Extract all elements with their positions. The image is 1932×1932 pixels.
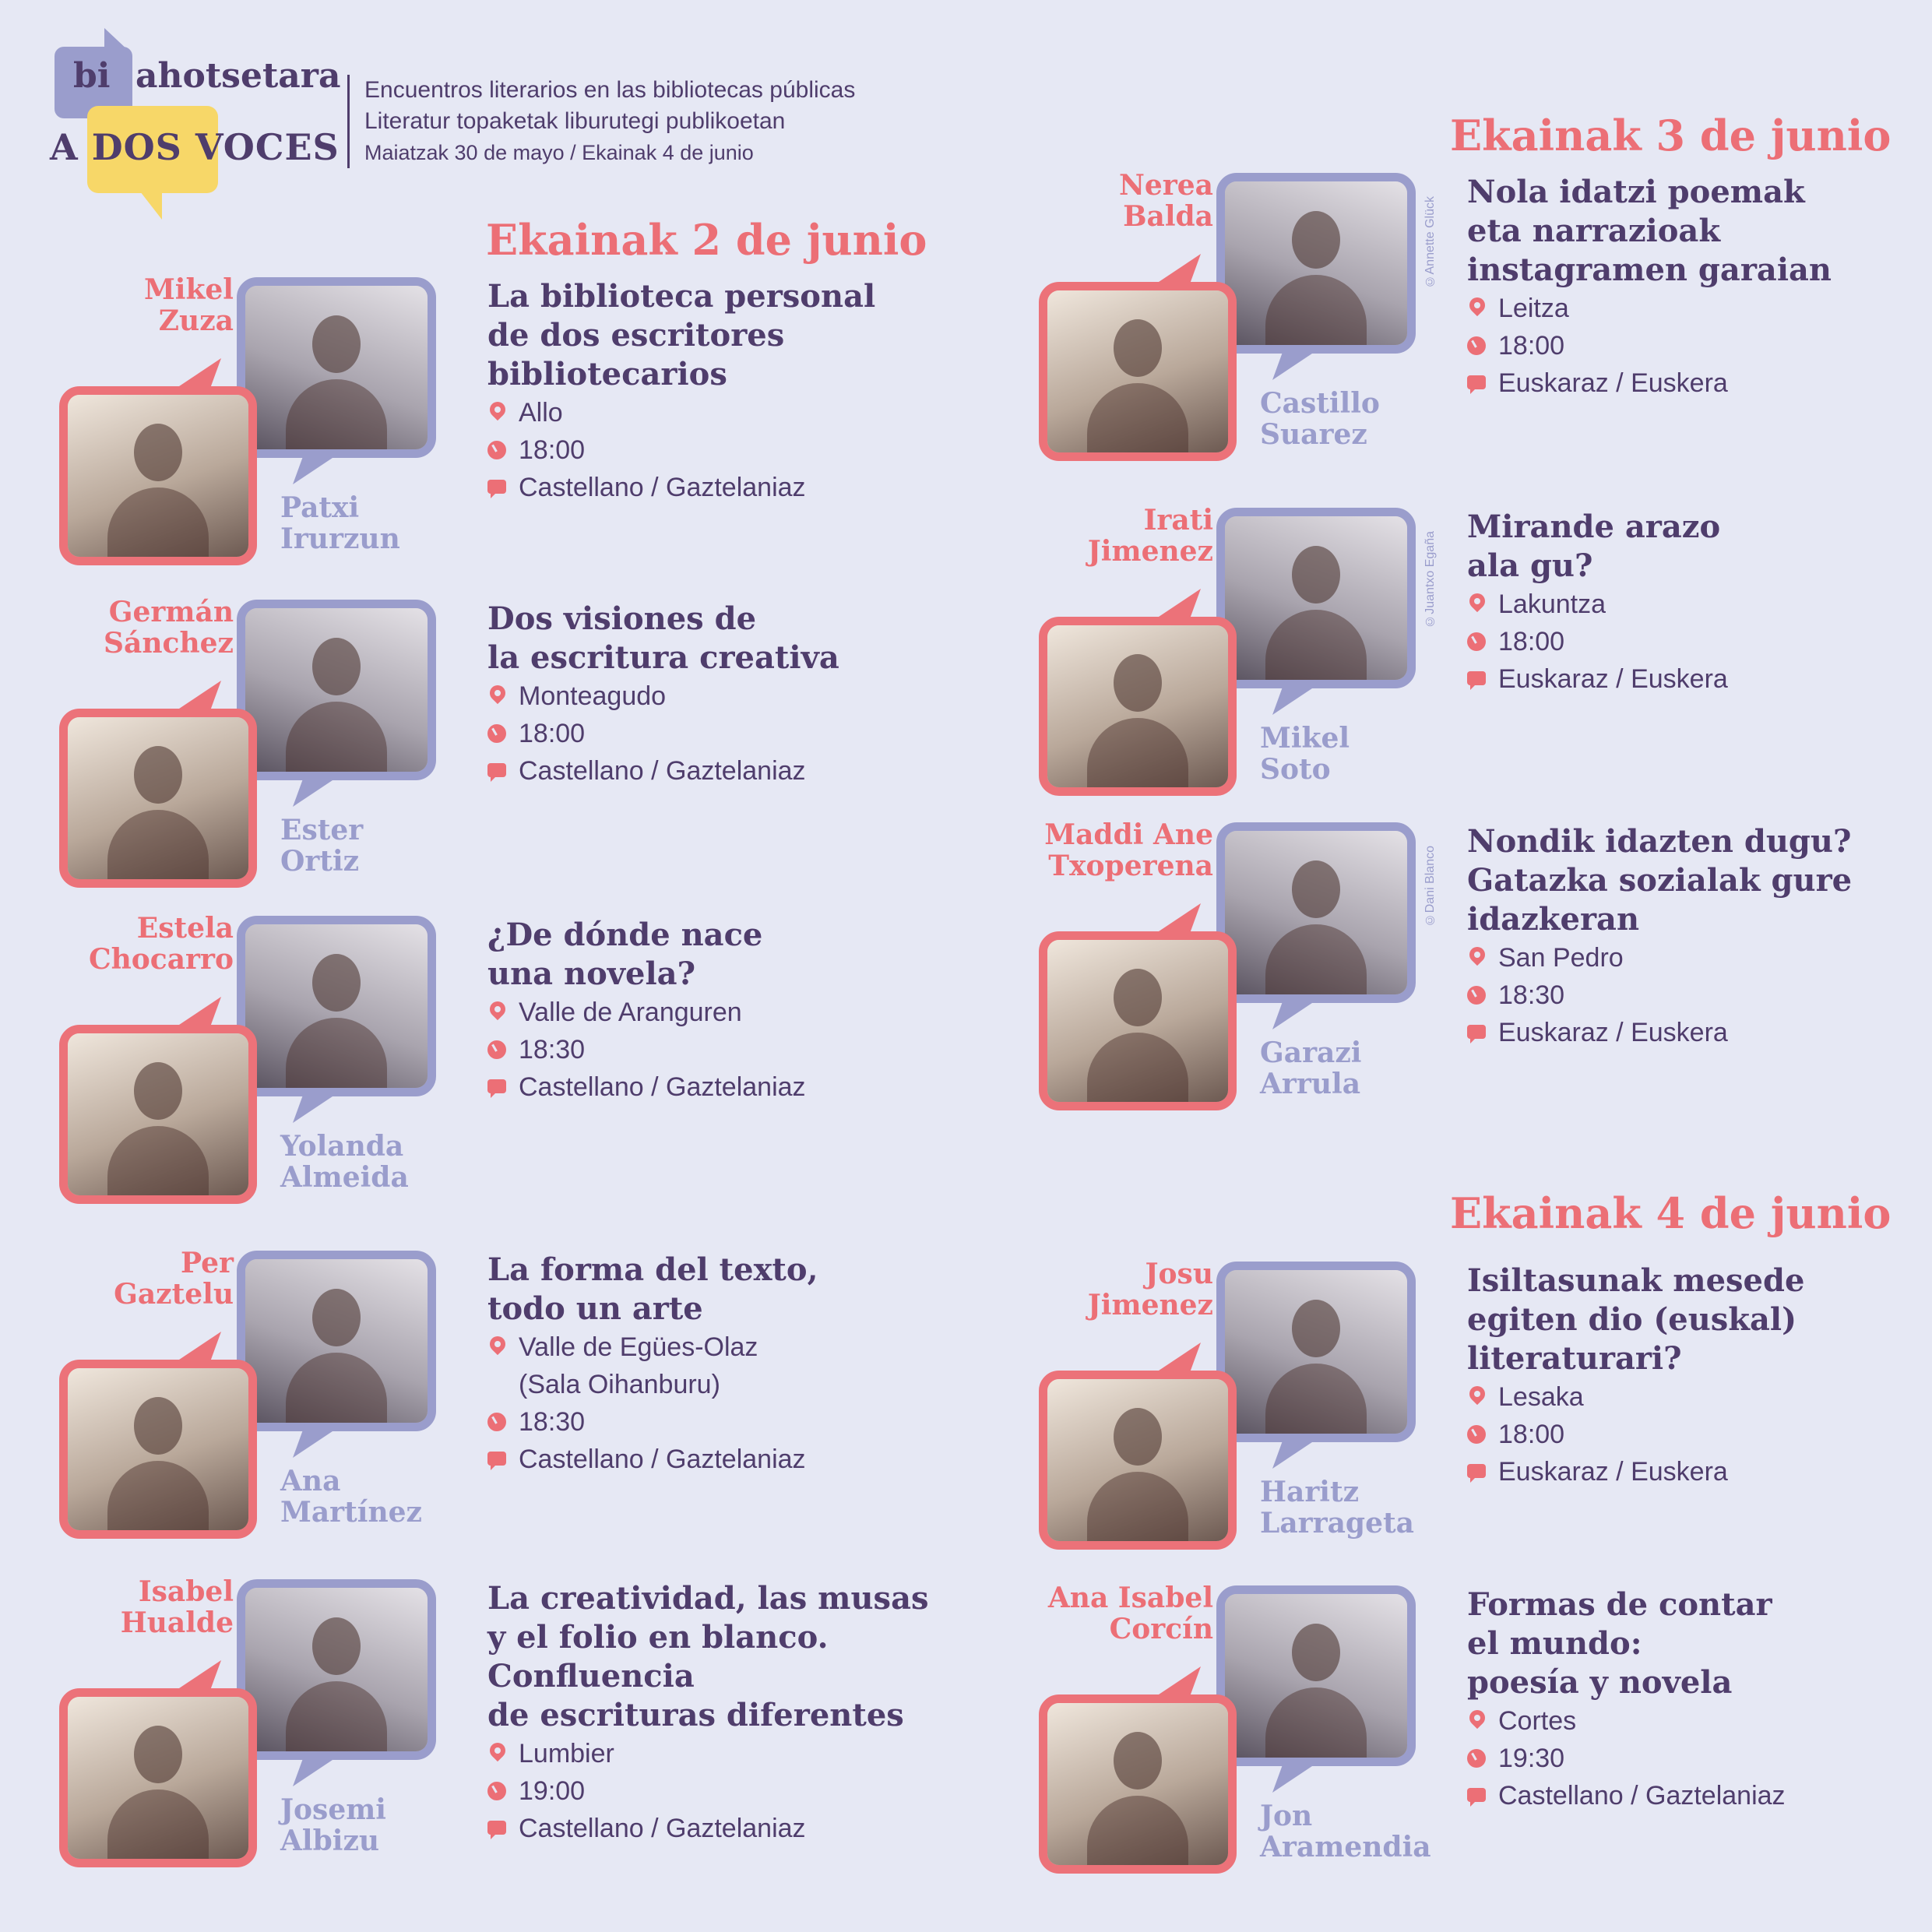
person-silhouette-icon (100, 1386, 216, 1519)
logo-ahotsetara: ahotsetara (135, 56, 341, 96)
clock-icon (1467, 336, 1486, 355)
location-pin-icon (487, 998, 509, 1020)
event-time: 18:30 (1467, 977, 1932, 1014)
event-time: 18:00 (1467, 327, 1932, 364)
location-pin-icon (1466, 294, 1488, 316)
date-heading-june-3: Ekainak 3 de junio (1450, 111, 1892, 160)
author-name-a: Estela Chocarro (88, 912, 234, 976)
event-info (1467, 508, 1932, 698)
person-silhouette-icon (100, 1051, 216, 1184)
author-name-b: Patxi Irurzun (280, 491, 400, 555)
event-language: Euskaraz / Euskera (1467, 1014, 1932, 1051)
event-time: 19:00 (487, 1772, 986, 1810)
event-title-line: una novela? (487, 955, 696, 992)
event-place (487, 677, 986, 715)
person-silhouette-icon (1258, 1289, 1374, 1421)
event-time: 18:00 (1467, 623, 1932, 660)
event-title-line: bibliotecarios (487, 356, 727, 392)
author-name-a: Ana Isabel Corcín (1047, 1582, 1213, 1645)
person-silhouette-icon (1079, 643, 1196, 776)
author-photo-a (59, 709, 257, 888)
author-photo-a (1039, 1371, 1237, 1550)
event-title (1467, 173, 1932, 290)
event-place-line: Allo (519, 398, 563, 428)
event-title-line: La biblioteca personal (487, 278, 876, 315)
event-place-line: Lumbier (519, 1739, 614, 1768)
clock-icon (1467, 1749, 1486, 1768)
logo-a-dos-voces: A DOS VOCES (50, 126, 340, 168)
logo-bubble-tail-yellow (140, 192, 162, 220)
event-place-line: Valle de Egües-Olaz (519, 1332, 758, 1362)
clock-icon (487, 1782, 506, 1800)
event-language: Castellano / Gaztelaniaz (487, 1810, 986, 1847)
event-info (1467, 822, 1932, 1051)
clock-icon (487, 724, 506, 743)
author-name-b: Ana Martínez (280, 1465, 422, 1529)
author-name-a: Germán Sánchez (104, 596, 234, 660)
event-time: 18:30 (487, 1031, 986, 1068)
event-language: Castellano / Gaztelaniaz (1467, 1777, 1932, 1814)
author-photo-b (237, 600, 436, 780)
event-language: Castellano / Gaztelaniaz (487, 1068, 986, 1106)
event-language: Euskaraz / Euskera (1467, 364, 1932, 402)
photo-credit: ©Annette Glück (1423, 196, 1437, 288)
event-title (487, 1579, 986, 1735)
event-title-line: Isiltasunak mesede (1467, 1262, 1805, 1299)
event-title-line: Gatazka sozialak gure (1467, 862, 1853, 899)
photo-credit: ©Juantxo Egaña (1423, 531, 1437, 628)
event-title-line: de escrituras diferentes (487, 1697, 904, 1733)
event-title-line: La creatividad, las musas (487, 1580, 929, 1617)
event-title-line: egiten dio (euskal) (1467, 1301, 1797, 1338)
speech-bubble-icon (1467, 375, 1486, 389)
location-pin-icon (1466, 590, 1488, 612)
author-photo-a (1039, 617, 1237, 796)
event-title-line: eta narrazioak (1467, 213, 1721, 249)
event-title (487, 1251, 986, 1328)
event-card (1039, 169, 1932, 484)
event-place (1467, 586, 1932, 623)
author-photo-a (1039, 1694, 1237, 1874)
author-name-a: Nerea Balda (1118, 169, 1213, 233)
author-name-a: Mikel Zuza (143, 273, 234, 337)
event-time: 18:30 (487, 1403, 986, 1441)
event-place-line: Monteagudo (519, 681, 667, 711)
author-name-b: Yolanda Almeida (280, 1130, 409, 1194)
event-title-line: La forma del texto, (487, 1251, 818, 1288)
event-info (1467, 1585, 1932, 1814)
event-card (1039, 1582, 1932, 1897)
event-info (487, 916, 986, 1106)
author-name-b: Jon Aramendia (1260, 1800, 1431, 1863)
person-silhouette-icon (1258, 535, 1374, 667)
event-title-line: de dos escritores (487, 317, 785, 354)
location-pin-icon (1466, 944, 1488, 966)
event-title (487, 277, 986, 394)
event-card (59, 273, 994, 589)
event-card (1039, 504, 1932, 819)
event-place (1467, 939, 1932, 977)
event-title-line: instagramen garaian (1467, 252, 1832, 288)
event-title-line: ala gu? (1467, 547, 1593, 584)
person-silhouette-icon (278, 304, 395, 437)
author-photo-b (1216, 822, 1416, 1003)
event-info (487, 1251, 986, 1478)
event-title-line: todo un arte (487, 1290, 703, 1327)
event-language: Euskaraz / Euskera (1467, 1453, 1932, 1490)
author-photo-b (1216, 1585, 1416, 1766)
author-photo-a (59, 1025, 257, 1204)
event-card (59, 912, 994, 1227)
event-place-line: Leitza (1498, 294, 1569, 323)
event-time: 18:00 (487, 431, 986, 469)
author-photo-a (59, 1688, 257, 1867)
event-info (487, 277, 986, 506)
person-silhouette-icon (1079, 308, 1196, 441)
location-pin-icon (487, 682, 509, 704)
event-card (1039, 1258, 1932, 1573)
author-name-a: Irati Jimenez (1087, 504, 1213, 568)
person-silhouette-icon (278, 627, 395, 759)
event-title-line: el mundo: (1467, 1625, 1642, 1662)
event-language: Castellano / Gaztelaniaz (487, 469, 986, 506)
event-title (487, 916, 986, 994)
event-title-line: Dos visiones de (487, 600, 757, 637)
clock-icon (1467, 1425, 1486, 1444)
event-title-line: literaturari? (1467, 1340, 1682, 1377)
author-name-b: Garazi Arrula (1260, 1036, 1362, 1100)
speech-bubble-icon (1467, 1788, 1486, 1802)
event-info (1467, 173, 1932, 402)
speech-bubble-icon (1467, 1464, 1486, 1478)
author-photo-b (237, 1251, 436, 1431)
event-title-line: idazkeran (1467, 901, 1640, 938)
location-pin-icon (1466, 1707, 1488, 1729)
event-title-line: Nola idatzi poemak (1467, 174, 1805, 210)
logo-bi: bi (73, 56, 111, 96)
event-title (1467, 508, 1932, 586)
author-photo-b (237, 916, 436, 1096)
location-pin-icon (487, 399, 509, 421)
event-time: 18:00 (487, 715, 986, 752)
author-name-b: Castillo Suarez (1260, 387, 1380, 451)
author-name-a: Josu Jimenez (1087, 1258, 1213, 1321)
person-silhouette-icon (100, 735, 216, 867)
event-language: Castellano / Gaztelaniaz (487, 1441, 986, 1478)
person-silhouette-icon (100, 1715, 216, 1847)
person-silhouette-icon (100, 413, 216, 545)
speech-bubble-icon (1467, 671, 1486, 685)
speech-bubble-icon (487, 1821, 506, 1835)
author-photo-a (59, 386, 257, 565)
clock-icon (487, 1040, 506, 1059)
event-language: Castellano / Gaztelaniaz (487, 752, 986, 790)
event-title-line: Nondik idazten dugu? (1467, 823, 1852, 860)
speech-bubble-icon (487, 763, 506, 777)
person-silhouette-icon (278, 1606, 395, 1739)
event-title-line: y el folio en blanco. (487, 1619, 829, 1656)
author-photo-a (1039, 282, 1237, 461)
clock-icon (1467, 632, 1486, 651)
speech-bubble-icon (487, 1079, 506, 1093)
event-title-line: Mirande arazo (1467, 509, 1721, 545)
event-place-line: Valle de Aranguren (519, 998, 742, 1027)
person-silhouette-icon (278, 943, 395, 1075)
event-place-line: Cortes (1498, 1706, 1577, 1736)
person-silhouette-icon (1258, 200, 1374, 333)
photo-credit: ©Dani Blanco (1423, 846, 1437, 927)
author-name-b: Mikel Soto (1260, 722, 1350, 786)
author-photo-b (237, 1579, 436, 1760)
event-time: 19:30 (1467, 1740, 1932, 1777)
author-photo-b (237, 277, 436, 458)
event-place-line: San Pedro (1498, 943, 1624, 973)
speech-bubble-icon (487, 480, 506, 494)
header-line-3: Maiatzak 30 de mayo / Ekainak 4 de junio (364, 141, 754, 164)
clock-icon (1467, 986, 1486, 1005)
event-title-line: ¿De dónde nace (487, 917, 763, 953)
event-title (1467, 1585, 1932, 1702)
event-title-line: la escritura creativa (487, 639, 839, 676)
event-place (487, 1735, 986, 1772)
clock-icon (487, 1413, 506, 1431)
person-silhouette-icon (1079, 1397, 1196, 1529)
event-place (1467, 1702, 1932, 1740)
author-name-a: Per Gaztelu (114, 1247, 234, 1311)
event-title-line: poesía y novela (1467, 1664, 1733, 1701)
author-name-a: Isabel Hualde (120, 1575, 234, 1639)
speech-bubble-icon (487, 1452, 506, 1466)
event-place-line: Lesaka (1498, 1382, 1584, 1412)
event-place-line: (Sala Oihanburu) (519, 1370, 720, 1399)
author-name-a: Maddi Ane Txoperena (1044, 818, 1213, 882)
author-photo-b (1216, 173, 1416, 354)
event-card (59, 596, 994, 911)
date-heading-june-4: Ekainak 4 de junio (1450, 1188, 1892, 1238)
author-name-b: Haritz Larrageta (1260, 1476, 1414, 1540)
author-photo-a (1039, 931, 1237, 1110)
event-info (487, 1579, 986, 1847)
location-pin-icon (487, 1740, 509, 1761)
header-text (364, 75, 855, 168)
event-place (1467, 1378, 1932, 1416)
event-card (1039, 818, 1932, 1134)
person-silhouette-icon (1079, 1721, 1196, 1853)
event-language: Euskaraz / Euskera (1467, 660, 1932, 698)
event-time: 18:00 (1467, 1416, 1932, 1453)
event-card (59, 1247, 994, 1562)
event-place (487, 994, 986, 1031)
person-silhouette-icon (1258, 1613, 1374, 1745)
location-pin-icon (1466, 1383, 1488, 1405)
header-line-1: Encuentros literarios en las bibliotecas públicas (364, 77, 856, 103)
event-title (487, 600, 986, 677)
author-photo-b (1216, 508, 1416, 688)
event-title-line: Confluencia (487, 1658, 695, 1694)
event-place (487, 1328, 986, 1403)
event-place (487, 394, 986, 431)
author-photo-b (1216, 1262, 1416, 1442)
event-info (1467, 1262, 1932, 1490)
header-separator (347, 75, 350, 168)
author-name-b: Josemi Albizu (280, 1793, 386, 1857)
author-name-b: Ester Ortiz (280, 814, 364, 878)
event-title (1467, 1262, 1932, 1378)
event-card (59, 1575, 994, 1891)
event-place (1467, 290, 1932, 327)
event-title (1467, 822, 1932, 939)
event-title-line: Formas de contar (1467, 1586, 1772, 1623)
logo (47, 28, 343, 223)
event-info (487, 600, 986, 790)
header-line-2: Literatur topaketak liburutegi publikoetan (364, 108, 786, 134)
speech-bubble-icon (1467, 1025, 1486, 1039)
person-silhouette-icon (1258, 850, 1374, 982)
location-pin-icon (487, 1333, 509, 1355)
person-silhouette-icon (1079, 958, 1196, 1090)
date-heading-june-2: Ekainak 2 de junio (486, 215, 927, 265)
person-silhouette-icon (278, 1278, 395, 1410)
clock-icon (487, 441, 506, 459)
author-photo-a (59, 1360, 257, 1539)
event-place-line: Lakuntza (1498, 589, 1606, 619)
